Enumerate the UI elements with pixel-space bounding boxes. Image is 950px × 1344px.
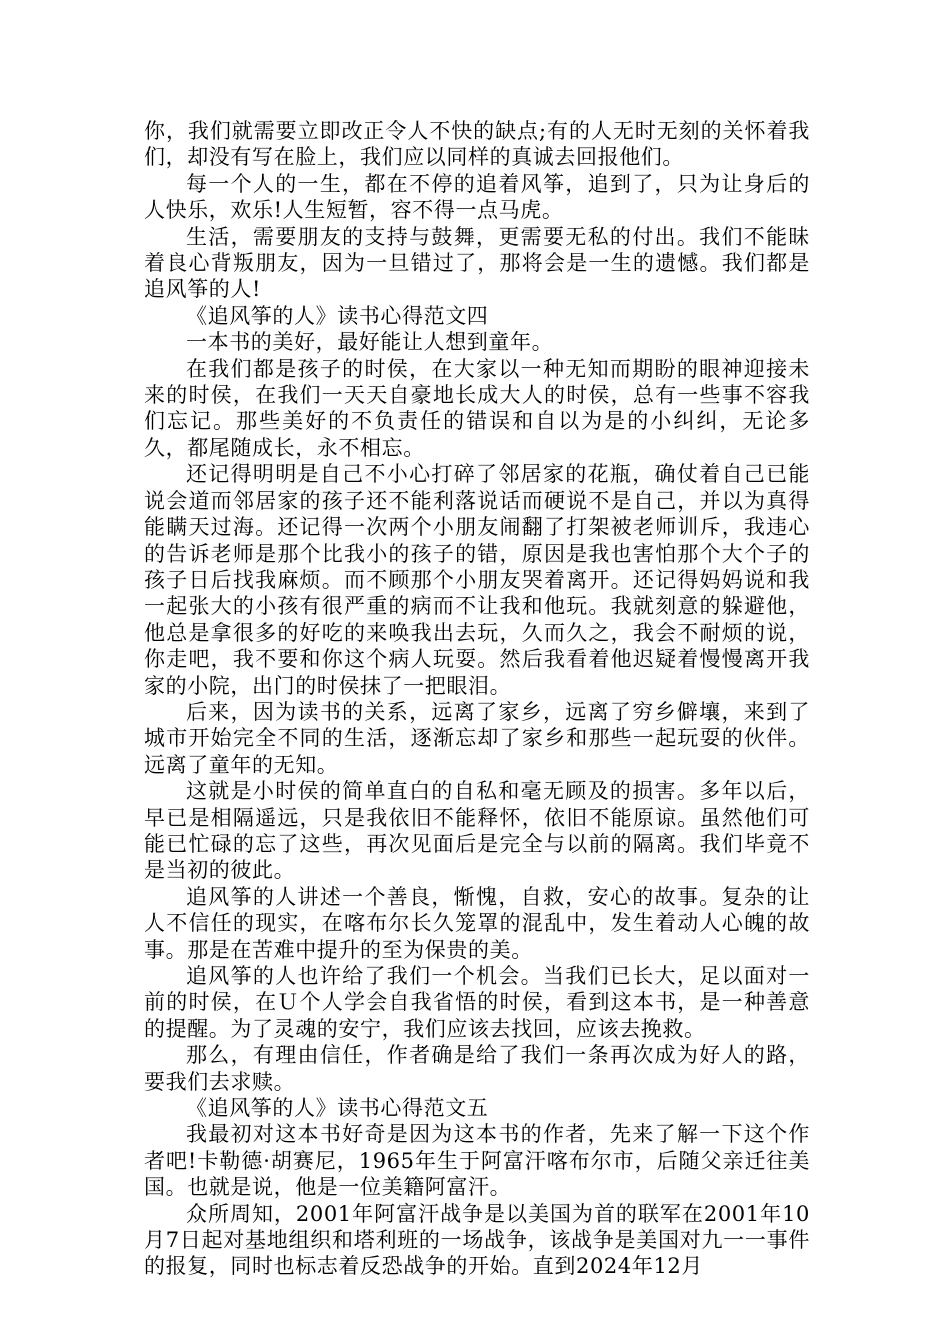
section-heading: 《追风筝的人》读书心得范文四 (186, 303, 489, 328)
document-page (144, 118, 810, 1280)
paragraph: 后来，因为读书的关系，远离了家乡，远离了穷乡僻壤，来到了城市开始完全不同的生活，逐渐忘却了家乡和那些一起玩耍的伙伴。远离了童年的无知。 (144, 699, 810, 777)
section-heading: 《追风筝的人》读书心得范文五 (186, 1096, 489, 1121)
paragraph-continued: 你，我们就需要立即改正令人不快的缺点;有的人无时无刻的关怀着我们，却没有写在脸上，我们应以同样的真诚去回报他们。 (144, 119, 810, 170)
paragraph: 那么，有理由信任，作者确是给了我们一条再次成为好人的路，要我们去求赎。 (144, 1043, 810, 1094)
paragraph: 追风筝的人也许给了我们一个机会。当我们已长大，足以面对一前的时侯，在Ｕ个人学会自我省悟的时侯，看到这本书，是一种善意的提醒。为了灵魂的安宁，我们应该去找回，应该去挽救。 (144, 964, 810, 1041)
paragraph: 每一个人的一生，都在不停的追着风筝，追到了，只为让身后的人快乐，欢乐!人生短暂，容不得一点马虎。 (144, 171, 810, 223)
paragraph: 在我们都是孩子的时侯，在大家以一种无知而期盼的眼神迎接未来的时侯，在我们一天天自豪地长成大人的时侯，总有一些事不容我们忘记。那些美好的不负责任的错误和自以为是的小纠纠，无论多久，都尾随成长，永不相忘。 (144, 356, 810, 460)
paragraph: 这就是小时侯的简单直白的自私和毫无顾及的损害。多年以后，早已是相隔遥远，只是我依旧不能释怀，依旧不能原谅。虽然他们可能已忙碌的忘了这些，再次见面后是完全与以前的隔离。我们毕竟不是当初的彼此。 (144, 779, 810, 883)
paragraph: 众所周知，2001年阿富汗战争是以美国为首的联军在2001年10月7日起对基地组织和塔利班的一场战争，该战争是美国对九一一事件的报复，同时也标志着反恐战争的开始。直到2024年12月 (144, 1201, 810, 1279)
paragraph: 还记得明明是自己不小心打碎了邻居家的花瓶，确仗着自己已能说会道而邻居家的孩子还不能利落说话而硬说不是自己，并以为真得能瞒天过海。还记得一次两个小朋友闹翻了打架被老师训斥，我违心的告诉老师是那个比我小的孩子的错，原因是我也害怕那个大个子的孩子日后找我麻烦。而不顾那个小朋友哭着离开。还记得妈妈说和我一起张大的小孩有很严重的病而不让我和他玩。我就刻意的躲避他，他总是拿很多的好吃的来唤我出去玩，久而久之，我会不耐烦的说，你走吧，我不要和你这个病人玩耍。然后我看着他迟疑着慢慢离开我家的小院，出门的时侯抹了一把眼泪。 (144, 462, 810, 698)
paragraph: 生活，需要朋友的支持与鼓舞，更需要无私的付出。我们不能昧着良心背叛朋友，因为一旦错过了，那将会是一生的遗憾。我们都是追风筝的人! (144, 224, 810, 302)
paragraph: 一本书的美好，最好能让人想到童年。 (186, 330, 554, 355)
paragraph: 我最初对这本书好奇是因为这本书的作者，先来了解一下这个作者吧!卡勒德·胡赛尼，1965年生于阿富汗喀布尔市，后随父亲迁往美国。也就是说，他是一位美籍阿富汗。 (144, 1122, 810, 1200)
paragraph: 追风筝的人讲述一个善良，惭愧，自救，安心的故事。复杂的让人不信任的现实，在喀布尔长久笼罩的混乱中，发生着动人心魄的故事。那是在苦难中提升的至为保贵的美。 (144, 884, 810, 962)
